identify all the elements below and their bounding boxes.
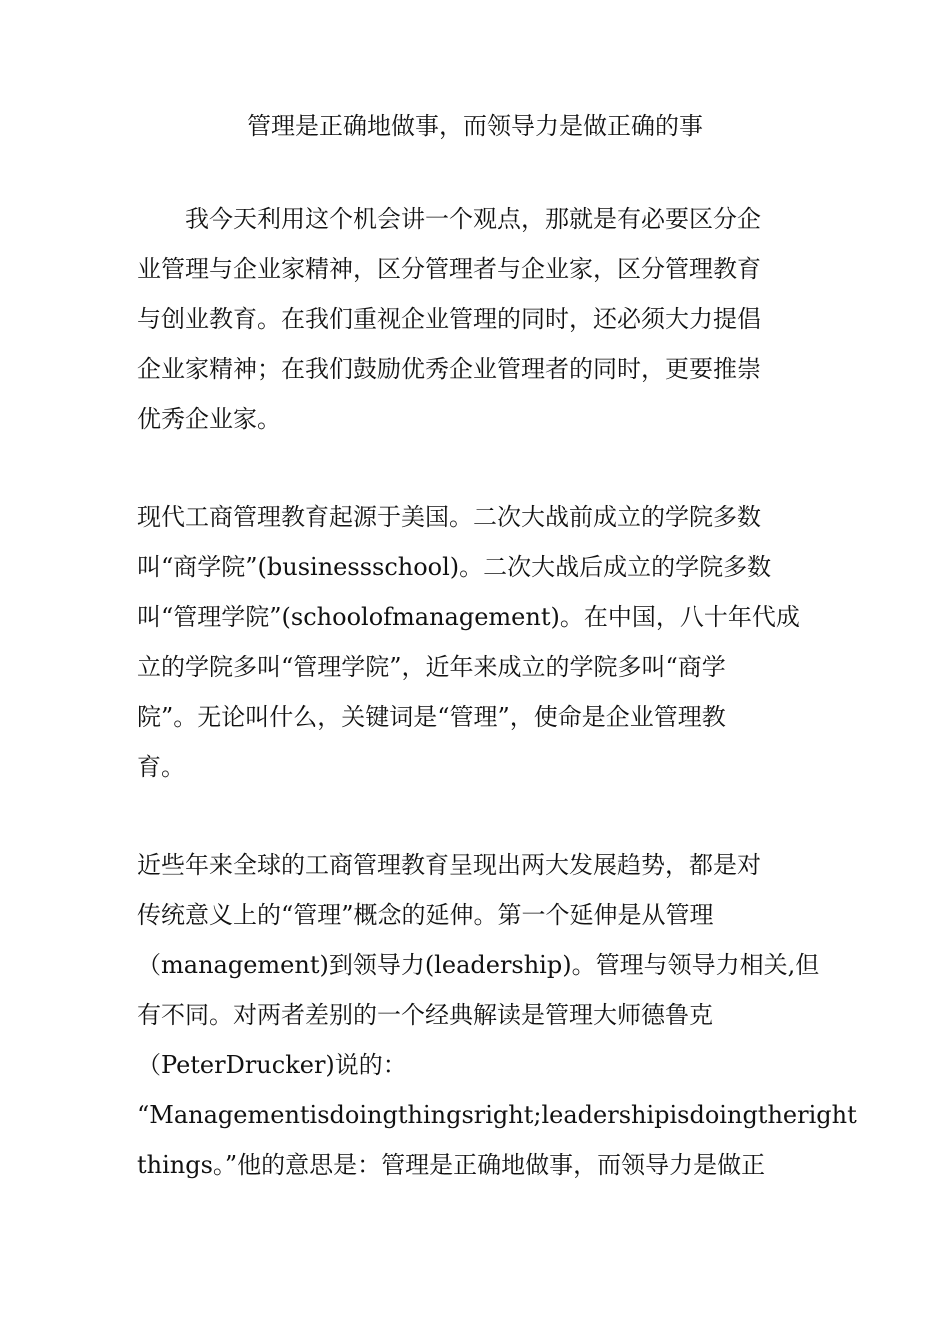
paragraph-2: [137, 492, 800, 792]
paragraph-line: 与创业教育。在我们重视企业管理的同时，还必须大力提倡: [137, 305, 761, 333]
paragraph-line: 有不同。对两者差别的一个经典解读是管理大师德鲁克: [137, 1001, 713, 1029]
paragraph-1: [137, 194, 761, 444]
document-title: 管理是正确地做事，而领导力是做正确的事: [247, 112, 703, 140]
paragraph-line: （PeterDrucker)说的：: [137, 1051, 407, 1079]
paragraph-line: things。”他的意思是：管理是正确地做事，而领导力是做正: [137, 1151, 766, 1179]
paragraph-line: 叫“管理学院”(schoolofmanagement)。在中国，八十年代成: [137, 603, 800, 631]
paragraph-line: 现代工商管理教育起源于美国。二次大战前成立的学院多数: [137, 503, 761, 531]
paragraph-line: 立的学院多叫“管理学院”，近年来成立的学院多叫“商学: [137, 653, 726, 681]
paragraph-line: 院”。无论叫什么，关键词是“管理”，使命是企业管理教: [137, 703, 726, 731]
paragraph-3: [137, 840, 857, 1190]
paragraph-line: 育。: [137, 753, 185, 781]
paragraph-line: 企业家精神；在我们鼓励优秀企业管理者的同时，更要推崇: [137, 355, 761, 383]
paragraph-line: 优秀企业家。: [137, 405, 281, 433]
paragraph-line: 近些年来全球的工商管理教育呈现出两大发展趋势，都是对: [137, 851, 761, 879]
paragraph-line: 业管理与企业家精神，区分管理者与企业家，区分管理教育: [137, 255, 761, 283]
paragraph-line: （management)到领导力(leadership)。管理与领导力相关,但: [137, 951, 820, 979]
paragraph-line: 传统意义上的“管理”概念的延伸。第一个延伸是从管理: [137, 901, 714, 929]
paragraph-line: “Managementisdoingthingsright;leadershipisdoingtheright: [137, 1101, 857, 1129]
paragraph-line: 叫“商学院”(businessschool)。二次大战后成立的学院多数: [137, 553, 772, 581]
paragraph-line: 我今天利用这个机会讲一个观点，那就是有必要区分企: [185, 205, 761, 233]
